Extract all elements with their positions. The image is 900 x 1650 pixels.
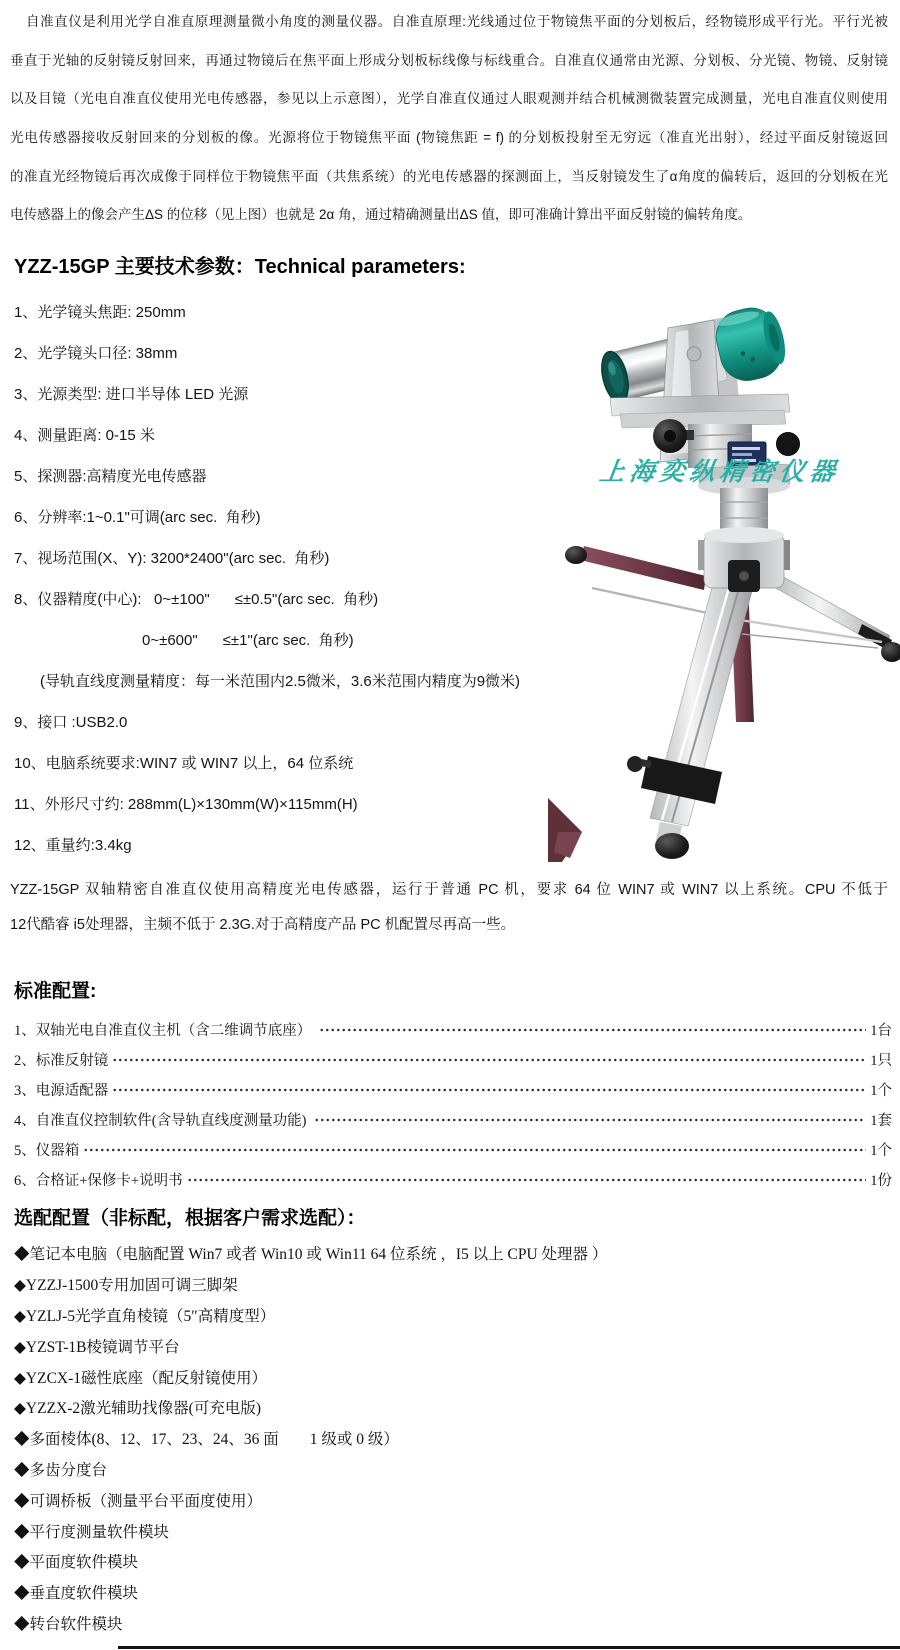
optional-config-list <box>14 1238 874 1638</box>
optional-item: ◆笔记本电脑（电脑配置 Win7 或者 Win10 或 Win11 64 位系统 ，I5 以上 CPU 处理器 ） <box>14 1246 608 1264</box>
tech-item: 4、测量距离: 0-15 米 <box>14 427 155 444</box>
optional-item: ◆YZZJ-1500专用加固可调三脚架 <box>14 1277 238 1295</box>
config-quantity: 1套 <box>866 1112 892 1129</box>
config-quantity: 1份 <box>870 1172 892 1189</box>
config-row <box>14 1074 892 1104</box>
optional-item: ◆垂直度软件模块 <box>14 1585 139 1603</box>
config-label: 5、仪器箱 <box>14 1142 80 1159</box>
optional-item: ◆平行度测量软件模块 <box>14 1523 170 1541</box>
intro-line: 垂直于光轴的反射镜反射回来，再通过物镜后在焦平面上形成分划板标线像与标线重合。自准直仪通常由光源、分划板、分光镜、物镜、反射镜 <box>10 52 888 68</box>
config-label: 6、合格证+保修卡+说明书 <box>14 1172 183 1189</box>
optional-item: ◆YZZX-2激光辅助找像器(可充电版) <box>14 1400 261 1418</box>
intro-line: 自准直仪是利用光学自准直原理测量微小角度的测量仪器。自准直原理:光线通过位于物镜焦平面的分划板后，经物镜形成平行光。平行光被 <box>26 14 888 29</box>
tech-item: 10、电脑系统要求:WIN7 或 WIN7 以上，64 位系统 <box>14 755 354 772</box>
optional-item: ◆多面棱体(8、12、17、23、24、36 面 1 级或 0 级） <box>14 1431 399 1449</box>
tech-item: 5、探测器:高精度光电传感器 <box>14 468 207 485</box>
summary-line: 12代酷睿 i5处理器，主频不低于 2.3G.对于高精度产品 PC 机配置尽再高一些。 <box>10 917 516 933</box>
tech-item: 9、接口 :USB2.0 <box>14 714 128 731</box>
tech-parameters-heading: YZZ-15GP 主要技术参数：Technical parameters: <box>14 256 466 278</box>
dot-leader <box>314 1113 863 1125</box>
tech-item: 2、光学镜头口径: 38mm <box>14 345 178 362</box>
config-quantity: 1只 <box>870 1052 892 1069</box>
config-label: 1、双轴光电自准直仪主机（含二维调节底座） <box>14 1022 315 1039</box>
intro-line: 电传感器上的像会产生ΔS 的位移（见上图）也就是 2α 角，通过精确测量出ΔS 值，即可准确计算出平面反射镜的偏转角度。 <box>10 207 752 223</box>
autocollimator-tripod-illustration <box>548 292 900 862</box>
config-row <box>14 1104 892 1134</box>
intro-paragraph <box>10 3 888 235</box>
tech-item: 7、视场范围(X、Y): 3200*2400"(arc sec. 角秒) <box>14 550 330 567</box>
dot-leader <box>187 1173 867 1185</box>
dot-leader <box>83 1143 866 1155</box>
optional-item: ◆YZST-1B棱镜调节平台 <box>14 1338 180 1356</box>
tech-item: 12、重量约:3.4kg <box>14 837 132 854</box>
tech-parameters-list <box>14 291 554 865</box>
optional-item: ◆YZCX-1磁性底座（配反射镜使用） <box>14 1369 268 1387</box>
config-row <box>14 1164 892 1194</box>
dot-leader <box>112 1083 866 1095</box>
optional-item: ◆多齿分度台 <box>14 1461 108 1479</box>
dot-leader <box>112 1053 866 1065</box>
intro-line: 光电传感器接收反射回来的分划板的像。光源将位于物镜焦平面 (物镜焦距 = f) 的分划板投射至无穷远（准直光出射），经过平面反射镜返回 <box>10 130 888 146</box>
tech-item-note: (导轨直线度测量精度：每一米范围内2.5微米，3.6米范围内精度为9微米) <box>40 673 521 690</box>
brand-watermark: 上海奕纵精密仪器 <box>597 459 842 486</box>
config-row <box>14 1134 892 1164</box>
config-quantity: 1台 <box>870 1022 892 1039</box>
dot-leader <box>319 1023 866 1035</box>
tech-item: 11、外形尺寸约: 288mm(L)×130mm(W)×115mm(H) <box>14 796 358 813</box>
config-label: 3、电源适配器 <box>14 1082 109 1099</box>
summary-line: YZZ-15GP 双轴精密自准直仪使用高精度光电传感器，运行于普通 PC 机，要求 64 位 WIN7 或 WIN7 以上系统。CPU 不低于 <box>10 882 888 898</box>
optional-item: ◆平面度软件模块 <box>14 1554 139 1572</box>
intro-line: 的准直光经物镜后再次成像于同样位于物镜焦平面（共焦系统）的光电传感器的探测面上，当反射镜发生了α角度的偏转后，返回的分划板在光 <box>10 168 888 184</box>
standard-config-list <box>14 1014 892 1194</box>
tech-item: 3、光源类型: 进口半导体 LED 光源 <box>14 386 249 403</box>
cropped-table-edge <box>118 1646 900 1649</box>
optional-item: ◆YZLJ-5光学直角棱镜（5″高精度型） <box>14 1307 276 1325</box>
config-row <box>14 1044 892 1074</box>
intro-line: 以及目镜（光电自准直仪使用光电传感器，参见以上示意图），光学自准直仪通过人眼观测并结合机械测微装置完成测量，光电自准直仪则使用 <box>10 91 888 107</box>
tech-item: 8、仪器精度(中心): 0~±100" ≤±0.5"(arc sec. 角秒) <box>14 591 379 608</box>
config-quantity: 1个 <box>870 1082 892 1099</box>
config-label: 4、自准直仪控制软件(含导轨直线度测量功能) <box>14 1112 311 1129</box>
config-label: 2、标准反射镜 <box>14 1052 109 1069</box>
standard-config-heading: 标准配置: <box>14 981 97 1002</box>
tech-item: 6、分辨率:1~0.1"可调(arc sec. 角秒) <box>14 509 261 526</box>
config-row <box>14 1014 892 1044</box>
config-quantity: 1个 <box>870 1142 892 1159</box>
tech-item-continued: 0~±600" ≤±1"(arc sec. 角秒) <box>142 632 354 649</box>
tech-item: 1、光学镜头焦距: 250mm <box>14 304 186 321</box>
optional-item: ◆可调桥板（测量平台平面度使用） <box>14 1492 263 1510</box>
optional-item: ◆转台软件模块 <box>14 1615 123 1633</box>
summary-paragraph <box>10 873 888 943</box>
product-photo <box>548 292 900 862</box>
optional-config-heading: 选配配置（非标配，根据客户需求选配）： <box>14 1208 366 1229</box>
